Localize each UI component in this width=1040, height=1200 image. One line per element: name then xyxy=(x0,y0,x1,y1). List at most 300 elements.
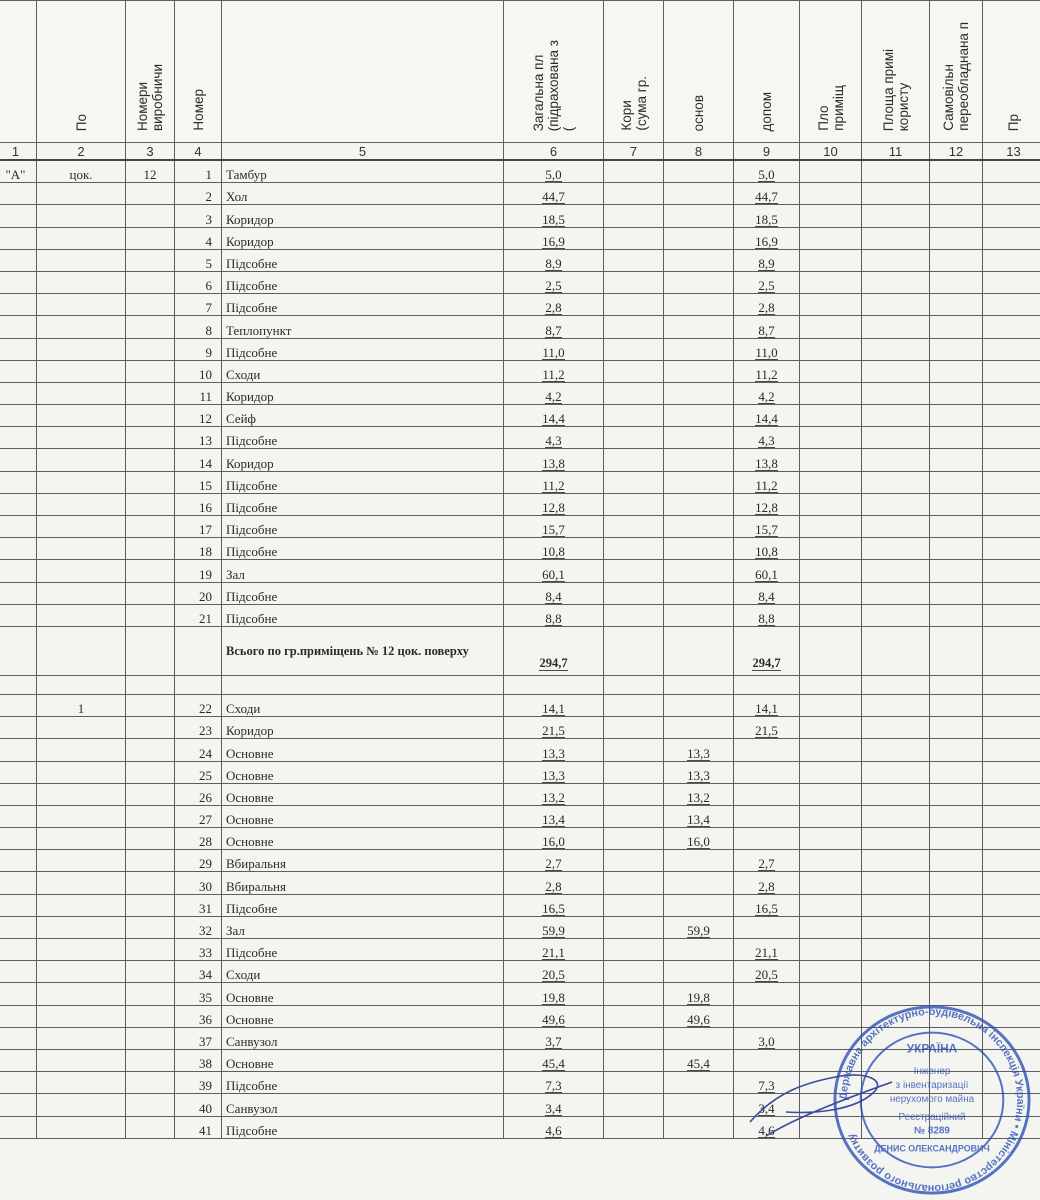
cell-col-13 xyxy=(983,961,1040,983)
cell-letter xyxy=(0,560,37,582)
column-header-label: Пр xyxy=(1006,113,1021,131)
cell-aux-area xyxy=(734,471,800,493)
cell-aux-area xyxy=(734,626,800,675)
cell-floor xyxy=(37,471,126,493)
cell-room-name: Підсобне xyxy=(222,471,504,493)
cell-corridor xyxy=(604,894,664,916)
premises-table-body xyxy=(0,160,1040,1138)
cell-col-11 xyxy=(862,249,930,271)
cell-room-number: 23 xyxy=(175,717,222,739)
cell-aux-area-value: 21,1 xyxy=(755,945,778,961)
cell-total-area xyxy=(504,872,604,894)
cell-total-area xyxy=(504,939,604,961)
table-row xyxy=(0,939,1040,961)
cell-col-13 xyxy=(983,805,1040,827)
cell-aux-area-value: 8,4 xyxy=(758,588,775,604)
cell-col-10 xyxy=(800,227,862,249)
table-row xyxy=(0,294,1040,316)
column-header-label: основ xyxy=(691,94,706,131)
cell-col-11 xyxy=(862,805,930,827)
cell-total-area xyxy=(504,160,604,183)
cell-total-area-value: 10,8 xyxy=(542,544,565,560)
cell-floor xyxy=(37,493,126,515)
cell-room-number: 1 xyxy=(175,160,222,183)
official-seal-stamp xyxy=(828,1000,1036,1200)
column-header-5 xyxy=(222,1,504,143)
cell-col-12 xyxy=(930,717,983,739)
cell-group xyxy=(126,604,175,626)
cell-col-13 xyxy=(983,471,1040,493)
cell-letter xyxy=(0,961,37,983)
table-row xyxy=(0,805,1040,827)
cell-aux-area-value: 44,7 xyxy=(755,189,778,205)
cell-letter xyxy=(0,493,37,515)
cell-total-area-value: 59,9 xyxy=(542,923,565,938)
cell-aux-area xyxy=(734,582,800,604)
cell-total-area xyxy=(504,961,604,983)
cell-col-13 xyxy=(983,249,1040,271)
cell-letter xyxy=(0,739,37,761)
subtotal-row xyxy=(0,626,1040,675)
cell-col-13 xyxy=(983,360,1040,382)
column-header-10 xyxy=(800,1,862,143)
cell-letter xyxy=(0,1094,37,1116)
table-row xyxy=(0,604,1040,626)
cell-letter xyxy=(0,449,37,471)
column-header-1 xyxy=(0,1,37,143)
table-row xyxy=(0,560,1040,582)
cell-col-12 xyxy=(930,939,983,961)
column-header-row xyxy=(0,1,1040,143)
cell-col-12 xyxy=(930,227,983,249)
cell-room-number: 41 xyxy=(175,1116,222,1138)
cell-total-area-value: 7,3 xyxy=(545,1078,562,1094)
cell-corridor xyxy=(604,828,664,850)
cell-aux-area xyxy=(734,560,800,582)
cell-col-10 xyxy=(800,427,862,449)
cell-group xyxy=(126,1072,175,1094)
cell-aux-area-value: 7,3 xyxy=(758,1078,775,1094)
cell-group xyxy=(126,694,175,716)
column-number-5: 5 xyxy=(222,143,504,161)
cell-room-name: Коридор xyxy=(222,205,504,227)
cell-main-area xyxy=(664,828,734,850)
cell-floor xyxy=(37,338,126,360)
cell-total-area xyxy=(504,1072,604,1094)
cell-room-name: Основне xyxy=(222,761,504,783)
cell-aux-area-value: 16,5 xyxy=(755,900,778,916)
cell-letter xyxy=(0,516,37,538)
cell-corridor xyxy=(604,449,664,471)
cell-col-11 xyxy=(862,382,930,404)
cell-floor xyxy=(37,894,126,916)
cell-floor xyxy=(37,1049,126,1071)
cell-main-area xyxy=(664,449,734,471)
cell-corridor xyxy=(604,382,664,404)
cell-corridor xyxy=(604,183,664,205)
cell-col-12 xyxy=(930,249,983,271)
cell-letter xyxy=(0,761,37,783)
cell-room-number: 29 xyxy=(175,850,222,872)
cell-aux-area-value: 294,7 xyxy=(752,655,781,670)
cell-col-10 xyxy=(800,449,862,471)
cell-total-area-value: 16,9 xyxy=(542,233,565,249)
cell-room-number: 7 xyxy=(175,294,222,316)
cell-total-area-value: 4,6 xyxy=(545,1122,562,1138)
column-header-8 xyxy=(664,1,734,143)
cell-aux-area-value: 3,4 xyxy=(758,1100,775,1116)
table-row xyxy=(0,916,1040,938)
cell-main-area xyxy=(664,493,734,515)
cell-room-name: Сейф xyxy=(222,405,504,427)
cell-room-number: 17 xyxy=(175,516,222,538)
cell-aux-area xyxy=(734,872,800,894)
cell-room-number: 36 xyxy=(175,1005,222,1027)
cell-main-area xyxy=(664,1027,734,1049)
cell-room-name: Основне xyxy=(222,1049,504,1071)
cell-total-area-value: 15,7 xyxy=(542,522,565,538)
stamp-outer-text: Державна архітектурно-будівельна інспекція України • Міністерство регіонального розвитку xyxy=(837,1005,1027,1195)
cell-main-area-value: 13,3 xyxy=(687,745,710,761)
cell-col-11 xyxy=(862,916,930,938)
cell-room-number: 24 xyxy=(175,739,222,761)
cell-col-11 xyxy=(862,405,930,427)
cell-col-12 xyxy=(930,961,983,983)
cell-total-area xyxy=(504,761,604,783)
table-row xyxy=(0,493,1040,515)
stamp-inner-text: УКРАЇНА xyxy=(906,1041,958,1056)
cell-col-12 xyxy=(930,493,983,515)
cell-col-11 xyxy=(862,739,930,761)
cell-corridor xyxy=(604,427,664,449)
cell-floor xyxy=(37,916,126,938)
cell-total-area-value: 294,7 xyxy=(539,655,568,670)
cell-aux-area xyxy=(734,694,800,716)
cell-floor: 1 xyxy=(37,694,126,716)
cell-letter xyxy=(0,405,37,427)
cell-total-area-value: 21,5 xyxy=(542,723,565,739)
cell-corridor xyxy=(604,249,664,271)
cell-col-10 xyxy=(800,538,862,560)
cell-col-12 xyxy=(930,850,983,872)
cell-main-area xyxy=(664,894,734,916)
cell-group xyxy=(126,939,175,961)
column-header-label: По xyxy=(73,113,89,131)
cell-letter xyxy=(0,271,37,293)
cell-total-area-value: 13,4 xyxy=(542,812,565,828)
cell-room-name: Сходи xyxy=(222,961,504,983)
cell-total-area-value: 20,5 xyxy=(542,967,565,983)
cell-total-area xyxy=(504,205,604,227)
cell-group xyxy=(126,805,175,827)
cell-aux-area-value: 14,4 xyxy=(755,411,778,427)
cell-col-11 xyxy=(862,939,930,961)
cell-room-name: Підсобне xyxy=(222,1072,504,1094)
cell-room-number: 22 xyxy=(175,694,222,716)
cell-floor xyxy=(37,271,126,293)
cell-aux-area-value: 60,1 xyxy=(755,566,778,582)
cell-room-name: Підсобне xyxy=(222,249,504,271)
cell-letter xyxy=(0,850,37,872)
cell-aux-area-value: 5,0 xyxy=(758,167,775,183)
cell-room-name: Теплопункт xyxy=(222,316,504,338)
cell-col-11 xyxy=(862,294,930,316)
cell-col-13 xyxy=(983,894,1040,916)
cell-room-name: Підсобне xyxy=(222,294,504,316)
cell-total-area-value: 13,2 xyxy=(542,789,565,805)
cell-room-name: Тамбур xyxy=(222,160,504,183)
cell-group xyxy=(126,872,175,894)
cell-floor xyxy=(37,227,126,249)
cell-col-11 xyxy=(862,449,930,471)
cell-col-13 xyxy=(983,316,1040,338)
cell-main-area xyxy=(664,360,734,382)
column-number-12: 12 xyxy=(930,143,983,161)
cell-corridor xyxy=(604,604,664,626)
column-header-13 xyxy=(983,1,1040,143)
cell-col-11 xyxy=(862,427,930,449)
cell-aux-area-value: 4,2 xyxy=(758,389,775,405)
cell-letter xyxy=(0,338,37,360)
cell-room-number: 37 xyxy=(175,1027,222,1049)
cell-aux-area xyxy=(734,382,800,404)
cell-col-10 xyxy=(800,471,862,493)
cell-room-number: 13 xyxy=(175,427,222,449)
cell-aux-area xyxy=(734,983,800,1005)
cell-group xyxy=(126,271,175,293)
column-number-3: 3 xyxy=(126,143,175,161)
cell-room-name: Коридор xyxy=(222,382,504,404)
cell-floor xyxy=(37,604,126,626)
cell-main-area xyxy=(664,761,734,783)
cell-aux-area-value: 10,8 xyxy=(755,544,778,560)
cell-total-area xyxy=(504,271,604,293)
cell-total-area xyxy=(504,538,604,560)
cell-col-13 xyxy=(983,382,1040,404)
empty-cell xyxy=(983,675,1040,694)
cell-total-area-value: 49,6 xyxy=(542,1011,565,1027)
cell-corridor xyxy=(604,983,664,1005)
cell-total-area xyxy=(504,449,604,471)
cell-main-area xyxy=(664,205,734,227)
cell-aux-area xyxy=(734,828,800,850)
cell-col-11 xyxy=(862,183,930,205)
cell-aux-area-value: 2,8 xyxy=(758,878,775,894)
column-number-7: 7 xyxy=(604,143,664,161)
cell-letter xyxy=(0,360,37,382)
cell-col-12 xyxy=(930,338,983,360)
cell-total-area-value: 11,2 xyxy=(542,366,565,382)
cell-aux-area xyxy=(734,761,800,783)
cell-group xyxy=(126,560,175,582)
cell-group xyxy=(126,783,175,805)
cell-col-13 xyxy=(983,739,1040,761)
cell-room-name: Санвузол xyxy=(222,1027,504,1049)
cell-aux-area xyxy=(734,939,800,961)
cell-letter xyxy=(0,783,37,805)
cell-col-13 xyxy=(983,582,1040,604)
cell-col-13 xyxy=(983,828,1040,850)
cell-floor xyxy=(37,360,126,382)
cell-total-area xyxy=(504,1049,604,1071)
cell-main-area xyxy=(664,538,734,560)
cell-group xyxy=(126,1049,175,1071)
cell-aux-area-value: 2,7 xyxy=(758,856,775,872)
cell-letter xyxy=(0,939,37,961)
cell-col-13 xyxy=(983,427,1040,449)
cell-col-11 xyxy=(862,872,930,894)
cell-letter xyxy=(0,916,37,938)
cell-main-area xyxy=(664,271,734,293)
cell-aux-area xyxy=(734,271,800,293)
cell-group xyxy=(126,739,175,761)
cell-corridor xyxy=(604,516,664,538)
cell-room-number: 6 xyxy=(175,271,222,293)
cell-aux-area xyxy=(734,338,800,360)
cell-floor xyxy=(37,294,126,316)
cell-col-13 xyxy=(983,604,1040,626)
cell-group xyxy=(126,582,175,604)
table-row xyxy=(0,761,1040,783)
cell-room-name: Основне xyxy=(222,983,504,1005)
cell-group xyxy=(126,360,175,382)
cell-room-name: Всього по гр.приміщень № 12 цок. поверху xyxy=(222,626,504,675)
cell-total-area xyxy=(504,382,604,404)
cell-room-number: 30 xyxy=(175,872,222,894)
stamp-line-6: ДЕНИС ОЛЕКСАНДРОВИЧ xyxy=(874,1143,990,1154)
cell-col-13 xyxy=(983,449,1040,471)
cell-main-area xyxy=(664,783,734,805)
cell-room-number: 27 xyxy=(175,805,222,827)
table-row xyxy=(0,427,1040,449)
cell-floor xyxy=(37,761,126,783)
cell-col-12 xyxy=(930,294,983,316)
cell-aux-area-value: 21,5 xyxy=(755,723,778,739)
cell-col-13 xyxy=(983,872,1040,894)
cell-letter xyxy=(0,828,37,850)
cell-col-13 xyxy=(983,850,1040,872)
cell-total-area-value: 11,0 xyxy=(542,344,565,360)
table-row xyxy=(0,249,1040,271)
cell-main-area xyxy=(664,961,734,983)
cell-group xyxy=(126,961,175,983)
cell-aux-area xyxy=(734,783,800,805)
cell-main-area xyxy=(664,183,734,205)
cell-col-10 xyxy=(800,360,862,382)
cell-main-area xyxy=(664,382,734,404)
cell-corridor xyxy=(604,626,664,675)
column-number-13: 13 xyxy=(983,143,1040,161)
cell-total-area-value: 13,8 xyxy=(542,455,565,471)
cell-main-area-value: 13,2 xyxy=(687,789,710,805)
cell-floor xyxy=(37,828,126,850)
stamp-line-1: Інженер xyxy=(913,1066,951,1078)
cell-col-13 xyxy=(983,227,1040,249)
cell-col-11 xyxy=(862,761,930,783)
cell-letter xyxy=(0,983,37,1005)
cell-room-name: Коридор xyxy=(222,449,504,471)
empty-cell xyxy=(0,675,37,694)
table-row xyxy=(0,538,1040,560)
cell-aux-area xyxy=(734,427,800,449)
table-row xyxy=(0,360,1040,382)
cell-aux-area xyxy=(734,604,800,626)
table-row xyxy=(0,227,1040,249)
empty-cell xyxy=(664,675,734,694)
cell-aux-area-value: 2,8 xyxy=(758,300,775,316)
cell-group xyxy=(126,916,175,938)
cell-col-10 xyxy=(800,582,862,604)
cell-total-area xyxy=(504,717,604,739)
cell-floor xyxy=(37,449,126,471)
cell-corridor xyxy=(604,227,664,249)
cell-room-number: 21 xyxy=(175,604,222,626)
cell-total-area xyxy=(504,1116,604,1138)
cell-letter xyxy=(0,316,37,338)
cell-col-13 xyxy=(983,939,1040,961)
cell-total-area xyxy=(504,183,604,205)
cell-col-12 xyxy=(930,805,983,827)
cell-col-10 xyxy=(800,382,862,404)
cell-room-name: Основне xyxy=(222,739,504,761)
cell-total-area-value: 8,9 xyxy=(545,255,562,271)
cell-col-10 xyxy=(800,183,862,205)
cell-corridor xyxy=(604,1049,664,1071)
empty-cell xyxy=(126,675,175,694)
cell-col-10 xyxy=(800,626,862,675)
cell-letter xyxy=(0,538,37,560)
cell-letter xyxy=(0,717,37,739)
cell-total-area-value: 4,2 xyxy=(545,389,562,405)
column-header-label: Самовільн переобладнана п xyxy=(941,22,971,131)
cell-col-12 xyxy=(930,739,983,761)
cell-col-13 xyxy=(983,271,1040,293)
cell-col-11 xyxy=(862,338,930,360)
cell-main-area xyxy=(664,1072,734,1094)
cell-aux-area-value: 11,2 xyxy=(755,366,778,382)
cell-col-10 xyxy=(800,249,862,271)
cell-main-area xyxy=(664,294,734,316)
cell-letter xyxy=(0,582,37,604)
cell-col-12 xyxy=(930,872,983,894)
cell-floor xyxy=(37,427,126,449)
table-row xyxy=(0,471,1040,493)
cell-letter xyxy=(0,1072,37,1094)
cell-main-area xyxy=(664,249,734,271)
cell-total-area xyxy=(504,471,604,493)
column-number-4: 4 xyxy=(175,143,222,161)
cell-main-area xyxy=(664,739,734,761)
cell-col-10 xyxy=(800,939,862,961)
cell-room-name: Підсобне xyxy=(222,939,504,961)
cell-col-13 xyxy=(983,516,1040,538)
cell-col-10 xyxy=(800,405,862,427)
cell-floor xyxy=(37,405,126,427)
table-row xyxy=(0,449,1040,471)
cell-col-12 xyxy=(930,828,983,850)
cell-total-area xyxy=(504,316,604,338)
cell-aux-area-value: 3,0 xyxy=(758,1033,775,1049)
cell-room-name: Зал xyxy=(222,916,504,938)
cell-corridor xyxy=(604,1094,664,1116)
cell-room-name: Коридор xyxy=(222,227,504,249)
cell-col-13 xyxy=(983,560,1040,582)
cell-room-number: 11 xyxy=(175,382,222,404)
cell-col-10 xyxy=(800,961,862,983)
cell-aux-area xyxy=(734,538,800,560)
cell-letter xyxy=(0,1049,37,1071)
cell-aux-area-value: 18,5 xyxy=(755,211,778,227)
